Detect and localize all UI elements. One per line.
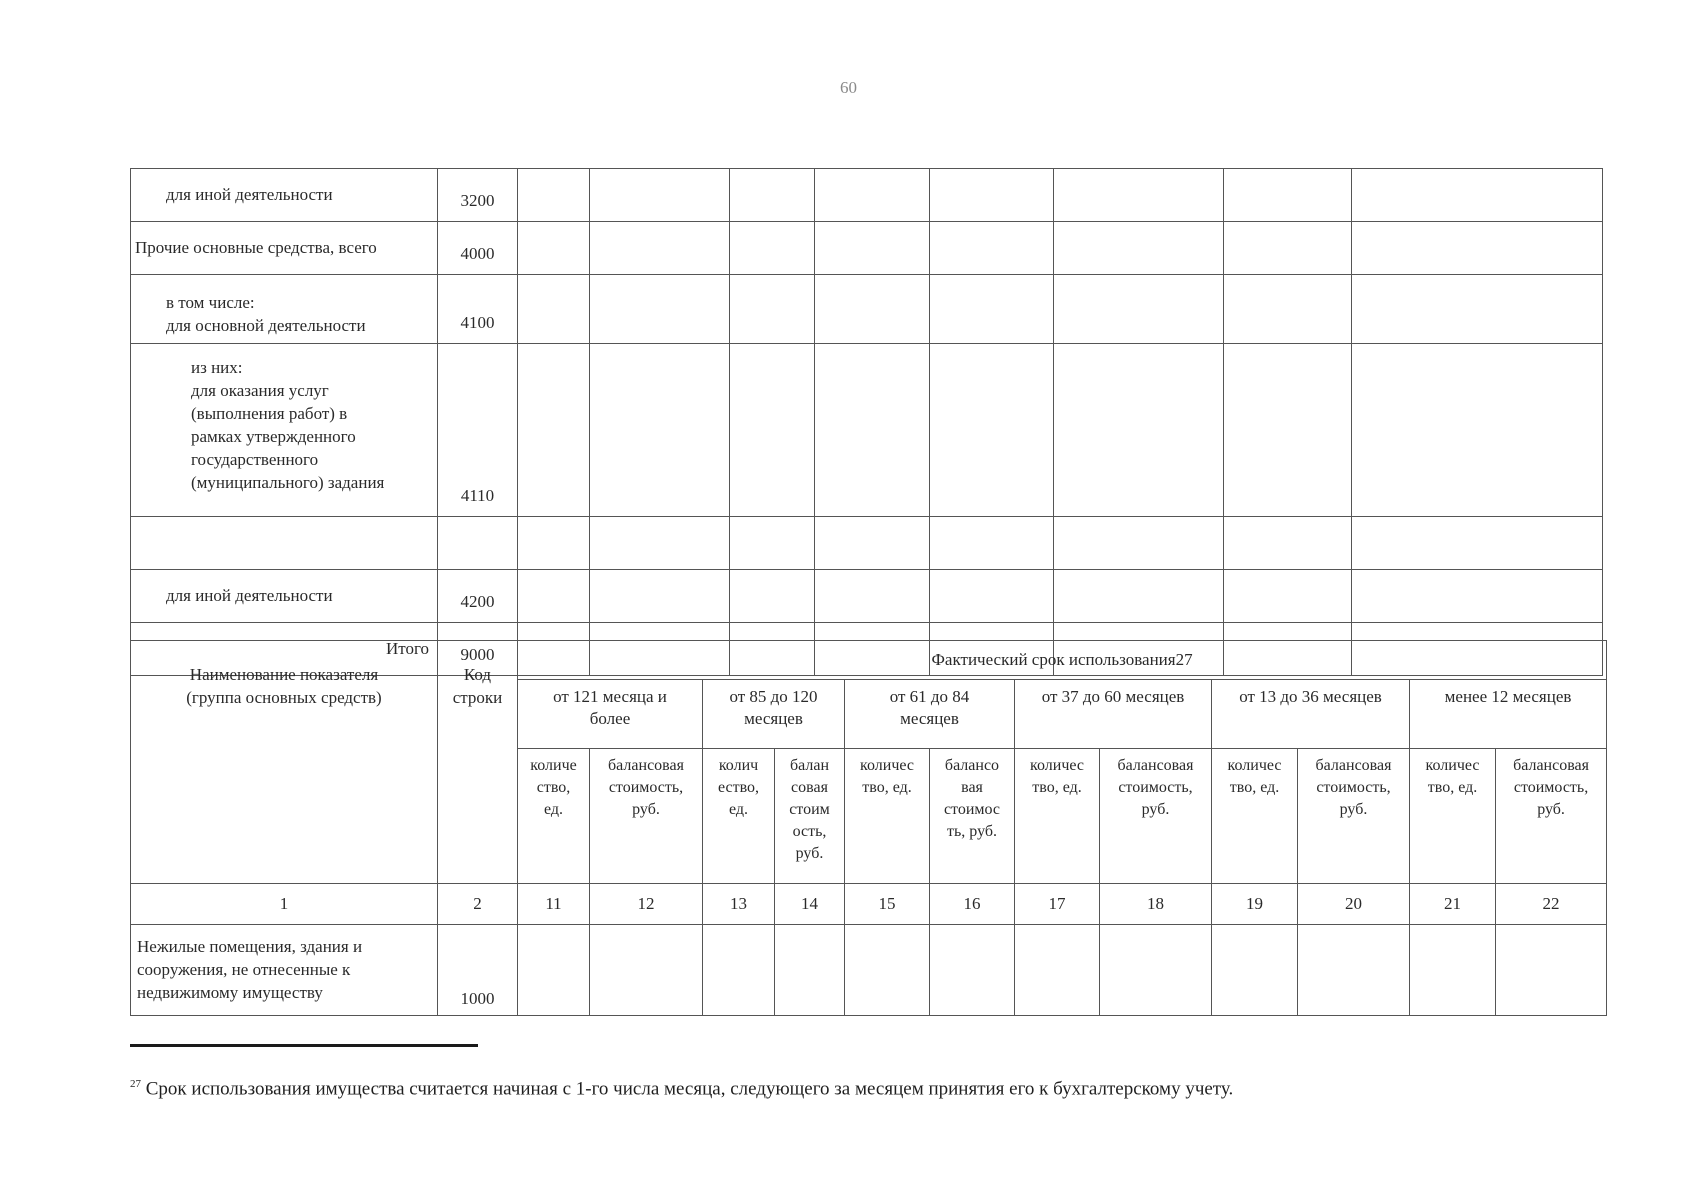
row-code: 9000 xyxy=(438,623,518,676)
footnote-text: Срок использования имущества считается начиная с 1-го числа месяца, следующего за месяцем принятия его к бухгалтерскому учету. xyxy=(145,1078,1234,1100)
table-row xyxy=(131,222,1603,275)
header-period: от 13 до 36 месяцев xyxy=(1212,680,1410,749)
column-number: 2 xyxy=(438,884,518,925)
header-subcol: балансовая стоимость, руб. xyxy=(1496,749,1607,884)
row-name: в том числе: для основной деятельности xyxy=(131,275,438,344)
footnote xyxy=(130,1078,1233,1100)
header-period: от 85 до 120 месяцев xyxy=(703,680,845,749)
table-row xyxy=(131,344,1603,517)
header-usage-period: Фактический срок использования27 xyxy=(518,641,1607,680)
header-subcol: количес тво, ед. xyxy=(1015,749,1100,884)
table-bottom-body xyxy=(131,884,1607,1016)
table-top-body xyxy=(131,169,1603,676)
column-number: 15 xyxy=(845,884,930,925)
page-number: 60 xyxy=(840,78,857,97)
table-row xyxy=(131,517,1603,570)
header-subcol: количе ство, ед. xyxy=(518,749,590,884)
header-row-code: Код строки xyxy=(438,641,518,884)
footnote-marker: 27 xyxy=(130,1078,141,1090)
table-bottom-header xyxy=(131,641,1607,884)
header-period: от 121 месяца и более xyxy=(518,680,703,749)
row-name: для иной деятельности xyxy=(131,570,438,623)
column-number: 17 xyxy=(1015,884,1100,925)
header-period: от 37 до 60 месяцев xyxy=(1015,680,1212,749)
row-name: из них: для оказания услуг (выполнения работ) в рамках утвержденного государственного (муниципального) задания xyxy=(131,344,438,517)
row-name: для иной деятельности xyxy=(131,169,438,222)
row-code: 4000 xyxy=(438,222,518,275)
column-number: 12 xyxy=(590,884,703,925)
column-number: 13 xyxy=(703,884,775,925)
fixed-assets-table-top xyxy=(130,168,1603,676)
footnote-separator xyxy=(130,1044,478,1047)
header-period: менее 12 месяцев xyxy=(1410,680,1607,749)
row-name: Прочие основные средства, всего xyxy=(131,222,438,275)
header-period: от 61 до 84 месяцев xyxy=(845,680,1015,749)
column-number: 1 xyxy=(131,884,438,925)
row-name: Итого xyxy=(131,623,438,676)
row-name xyxy=(131,517,438,570)
column-number: 18 xyxy=(1100,884,1212,925)
row-name: Нежилые помещения, здания и сооружения, не отнесенные к недвижимому имуществу xyxy=(131,925,438,1016)
table-row xyxy=(131,169,1603,222)
header-indicator-name: Наименование показателя (группа основных средств) xyxy=(131,641,438,884)
header-subcol: количес тво, ед. xyxy=(1212,749,1298,884)
header-subcol: балансовая стоимость, руб. xyxy=(1100,749,1212,884)
row-code: 1000 xyxy=(438,925,518,1016)
column-number: 21 xyxy=(1410,884,1496,925)
column-numbers-row xyxy=(131,884,1607,925)
table-row xyxy=(131,925,1607,1016)
row-code: 3200 xyxy=(438,169,518,222)
row-code: 4110 xyxy=(438,344,518,517)
column-number: 16 xyxy=(930,884,1015,925)
header-subcol: балансовая стоимость, руб. xyxy=(590,749,703,884)
header-subcol: балансо вая стоимос ть, руб. xyxy=(930,749,1015,884)
header-subcol: количес тво, ед. xyxy=(1410,749,1496,884)
header-subcol: колич ество, ед. xyxy=(703,749,775,884)
table-row xyxy=(131,570,1603,623)
row-code: 4100 xyxy=(438,275,518,344)
column-number: 19 xyxy=(1212,884,1298,925)
header-subcol: количес тво, ед. xyxy=(845,749,930,884)
table-row xyxy=(131,275,1603,344)
header-subcol: балансовая стоимость, руб. xyxy=(1298,749,1410,884)
column-number: 11 xyxy=(518,884,590,925)
header-subcol: балан совая стоим ость, руб. xyxy=(775,749,845,884)
column-number: 22 xyxy=(1496,884,1607,925)
row-code xyxy=(438,517,518,570)
fixed-assets-table-bottom xyxy=(130,640,1607,1016)
column-number: 20 xyxy=(1298,884,1410,925)
column-number: 14 xyxy=(775,884,845,925)
row-code: 4200 xyxy=(438,570,518,623)
